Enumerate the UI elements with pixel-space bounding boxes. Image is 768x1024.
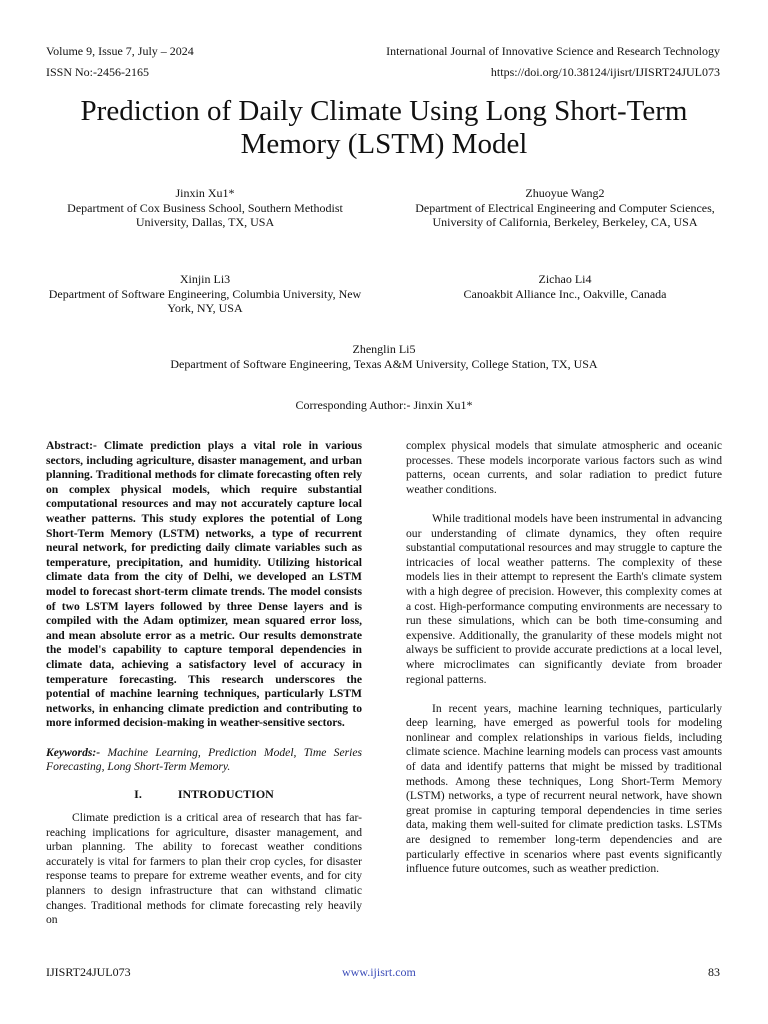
author-block-5 <box>150 342 618 371</box>
author-block-4 <box>400 272 730 301</box>
keywords <box>46 746 362 775</box>
intro-paragraph-3: In recent years, machine learning techniques, particularly deep learning, have emerged as powerful tools for modeling nonlinear and complex relationships in various fields, including climate science. Machine learning models can process vast amounts of data and identify patterns that might be missed by traditional methods. Among these techniques, Long Short-Term Memory (LSTM) networks, a type of recurrent neural network, have shown great promise in capturing temporal dependencies in time series data, making them well-suited for climate prediction tasks. LSTMs are designed to remember long-term dependencies and are particularly effective in scenarios where past events significantly influence future outcomes, such as weather prediction. <box>406 701 722 876</box>
page-number: 83 <box>708 965 720 979</box>
author-name: Zichao Li4 <box>538 272 592 286</box>
keywords-text: Machine Learning, Prediction Model, Time Series Forecasting, Long Short-Term Memory. <box>46 745 363 774</box>
volume-issue: Volume 9, Issue 7, July – 2024 <box>46 44 194 58</box>
section-heading <box>46 787 362 803</box>
section-number: I. <box>134 787 142 802</box>
author-name: Jinxin Xu1* <box>175 186 235 200</box>
doi-link[interactable]: https://doi.org/10.38124/ijisrt/IJISRT24JUL073 <box>490 65 720 79</box>
intro-paragraph-2: While traditional models have been instrumental in advancing our understanding of climate dynamics, they often require substantial computational resources and may struggle to capture the intricacies of local weather patterns. The complexity of these models lies in their attempt to represent the Earth's climate system with a high degree of precision. However, this complexity comes at a cost. High-performance computing environments are necessary to run these simulations, which can be both time-consuming and expensive. Additionally, the granularity of these models might not always be sufficient to provide accurate predictions at a local level, where microclimates can significantly deviate from broader regional patterns. <box>406 511 722 686</box>
section-title: INTRODUCTION <box>177 787 274 802</box>
right-column <box>406 439 722 877</box>
intro-paragraph-1-continued: complex physical models that simulate atmospheric and oceanic processes. These models incorporate various factors such as wind patterns, ocean currents, and solar radiation to predict future weather conditions. <box>406 439 722 496</box>
footer-website-link[interactable]: www.ijisrt.com <box>342 965 416 979</box>
author-affiliation: Department of Cox Business School, Southern Methodist University, Dallas, TX, USA <box>67 200 343 229</box>
issn: ISSN No:-2456-2165 <box>46 65 150 79</box>
author-name: Zhenglin Li5 <box>352 342 416 356</box>
footer-paper-id: IJISRT24JUL073 <box>46 965 131 979</box>
author-affiliation: Canoakbit Alliance Inc., Oakville, Canada <box>463 286 667 301</box>
author-name: Zhuoyue Wang2 <box>525 186 605 200</box>
author-affiliation: Department of Electrical Engineering and Computer Sciences, University of California, Berkeley, Berkeley, CA, USA <box>415 200 715 229</box>
paper-title: Prediction of Daily Climate Using Long Short-Term Memory (LSTM) Model <box>80 95 688 160</box>
author-affiliation: Department of Software Engineering, Columbia University, New York, NY, USA <box>48 286 362 315</box>
abstract: Abstract:- Climate prediction plays a vital role in various sectors, including agriculture, disaster management, and urban planning. Traditional methods for climate forecasting often rely on complex physical models, which require substantial computational resources and may not accurately capture local weather patterns. This study explores the potential of Long Short-Term Memory (LSTM) networks, a type of recurrent neural network, for predicting daily climate variables such as temperature, precipitation, and humidity. Utilizing historical climate data from the city of Delhi, we developed an LSTM model to forecast short-term climate trends. The model consists of two LSTM layers followed by three Dense layers and is compiled with the Adam optimizer, mean squared error loss, and mean absolute error as a metric. Our results demonstrate the model's capability to capture temporal dependencies in climate data, achieving a satisfactory level of accuracy in temperature forecasting. This research underscores the potential of machine learning techniques, particularly LSTM networks, in enhancing climate prediction and contributing to more informed decision-making in weather-sensitive sectors. <box>46 439 362 730</box>
author-block-2 <box>400 186 730 230</box>
journal-name: International Journal of Innovative Science and Research Technology <box>386 44 720 58</box>
keywords-label: Keywords:- <box>46 745 101 759</box>
author-block-1 <box>40 186 370 230</box>
author-block-3 <box>40 272 370 316</box>
intro-paragraph-1: Climate prediction is a critical area of research that has far-reaching implications for agriculture, disaster management, and urban planning. The ability to forecast weather conditions accurately is vital for farmers to plan their crop cycles, for disaster response teams to prepare for extreme weather events, and for city planners to design infrastructure that can withstand climatic changes. Traditional methods for climate forecasting rely heavily on <box>46 811 362 927</box>
corresponding-author: Corresponding Author:- Jinxin Xu1* <box>295 398 473 412</box>
author-name: Xinjin Li3 <box>179 272 231 286</box>
left-column <box>46 439 362 928</box>
author-affiliation: Department of Software Engineering, Texas A&M University, College Station, TX, USA <box>170 356 598 371</box>
